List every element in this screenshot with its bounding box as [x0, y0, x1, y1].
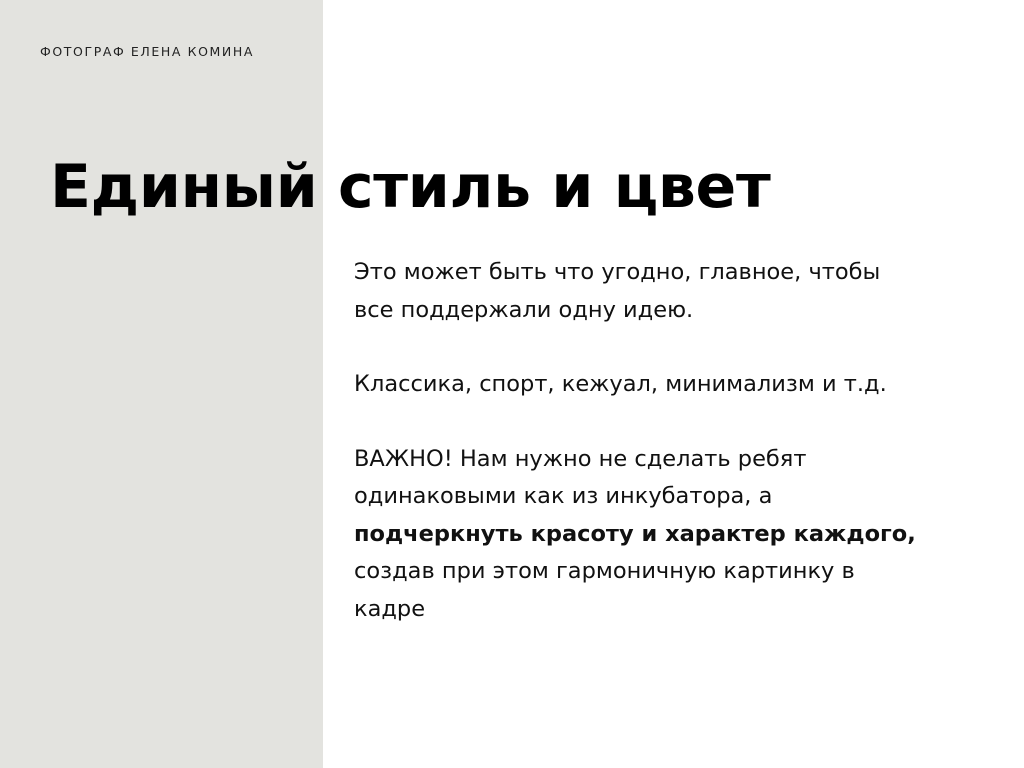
important-emphasis-line: подчеркнуть красоту и характер каждого,	[354, 520, 916, 547]
important-line-2: одинаковыми как из инкубатора, а	[354, 483, 773, 509]
important-line-4: создав при этом гармоничную картинку в	[354, 558, 855, 584]
important-line-1: ВАЖНО! Нам нужно не сделать ребят	[354, 445, 807, 472]
styles-paragraph	[354, 366, 974, 404]
left-color-panel	[0, 0, 323, 768]
intro-line-2: все поддержали одну идею.	[354, 296, 694, 323]
paragraph-spacer	[354, 404, 974, 441]
styles-line: Классика, спорт, кежуал, минимализм и т.д.	[354, 371, 887, 397]
photographer-brand: ФОТОГРАФ ЕЛЕНА КОМИНА	[40, 44, 255, 59]
intro-paragraph	[354, 254, 974, 329]
intro-line-1: Это может быть что угодно, главное, чтобы	[354, 259, 881, 285]
paragraph-spacer	[354, 329, 974, 366]
important-paragraph	[354, 441, 974, 629]
slide-title: Единый стиль и цвет	[50, 152, 771, 222]
important-line-5: кадре	[354, 595, 426, 622]
body-text	[354, 254, 974, 628]
